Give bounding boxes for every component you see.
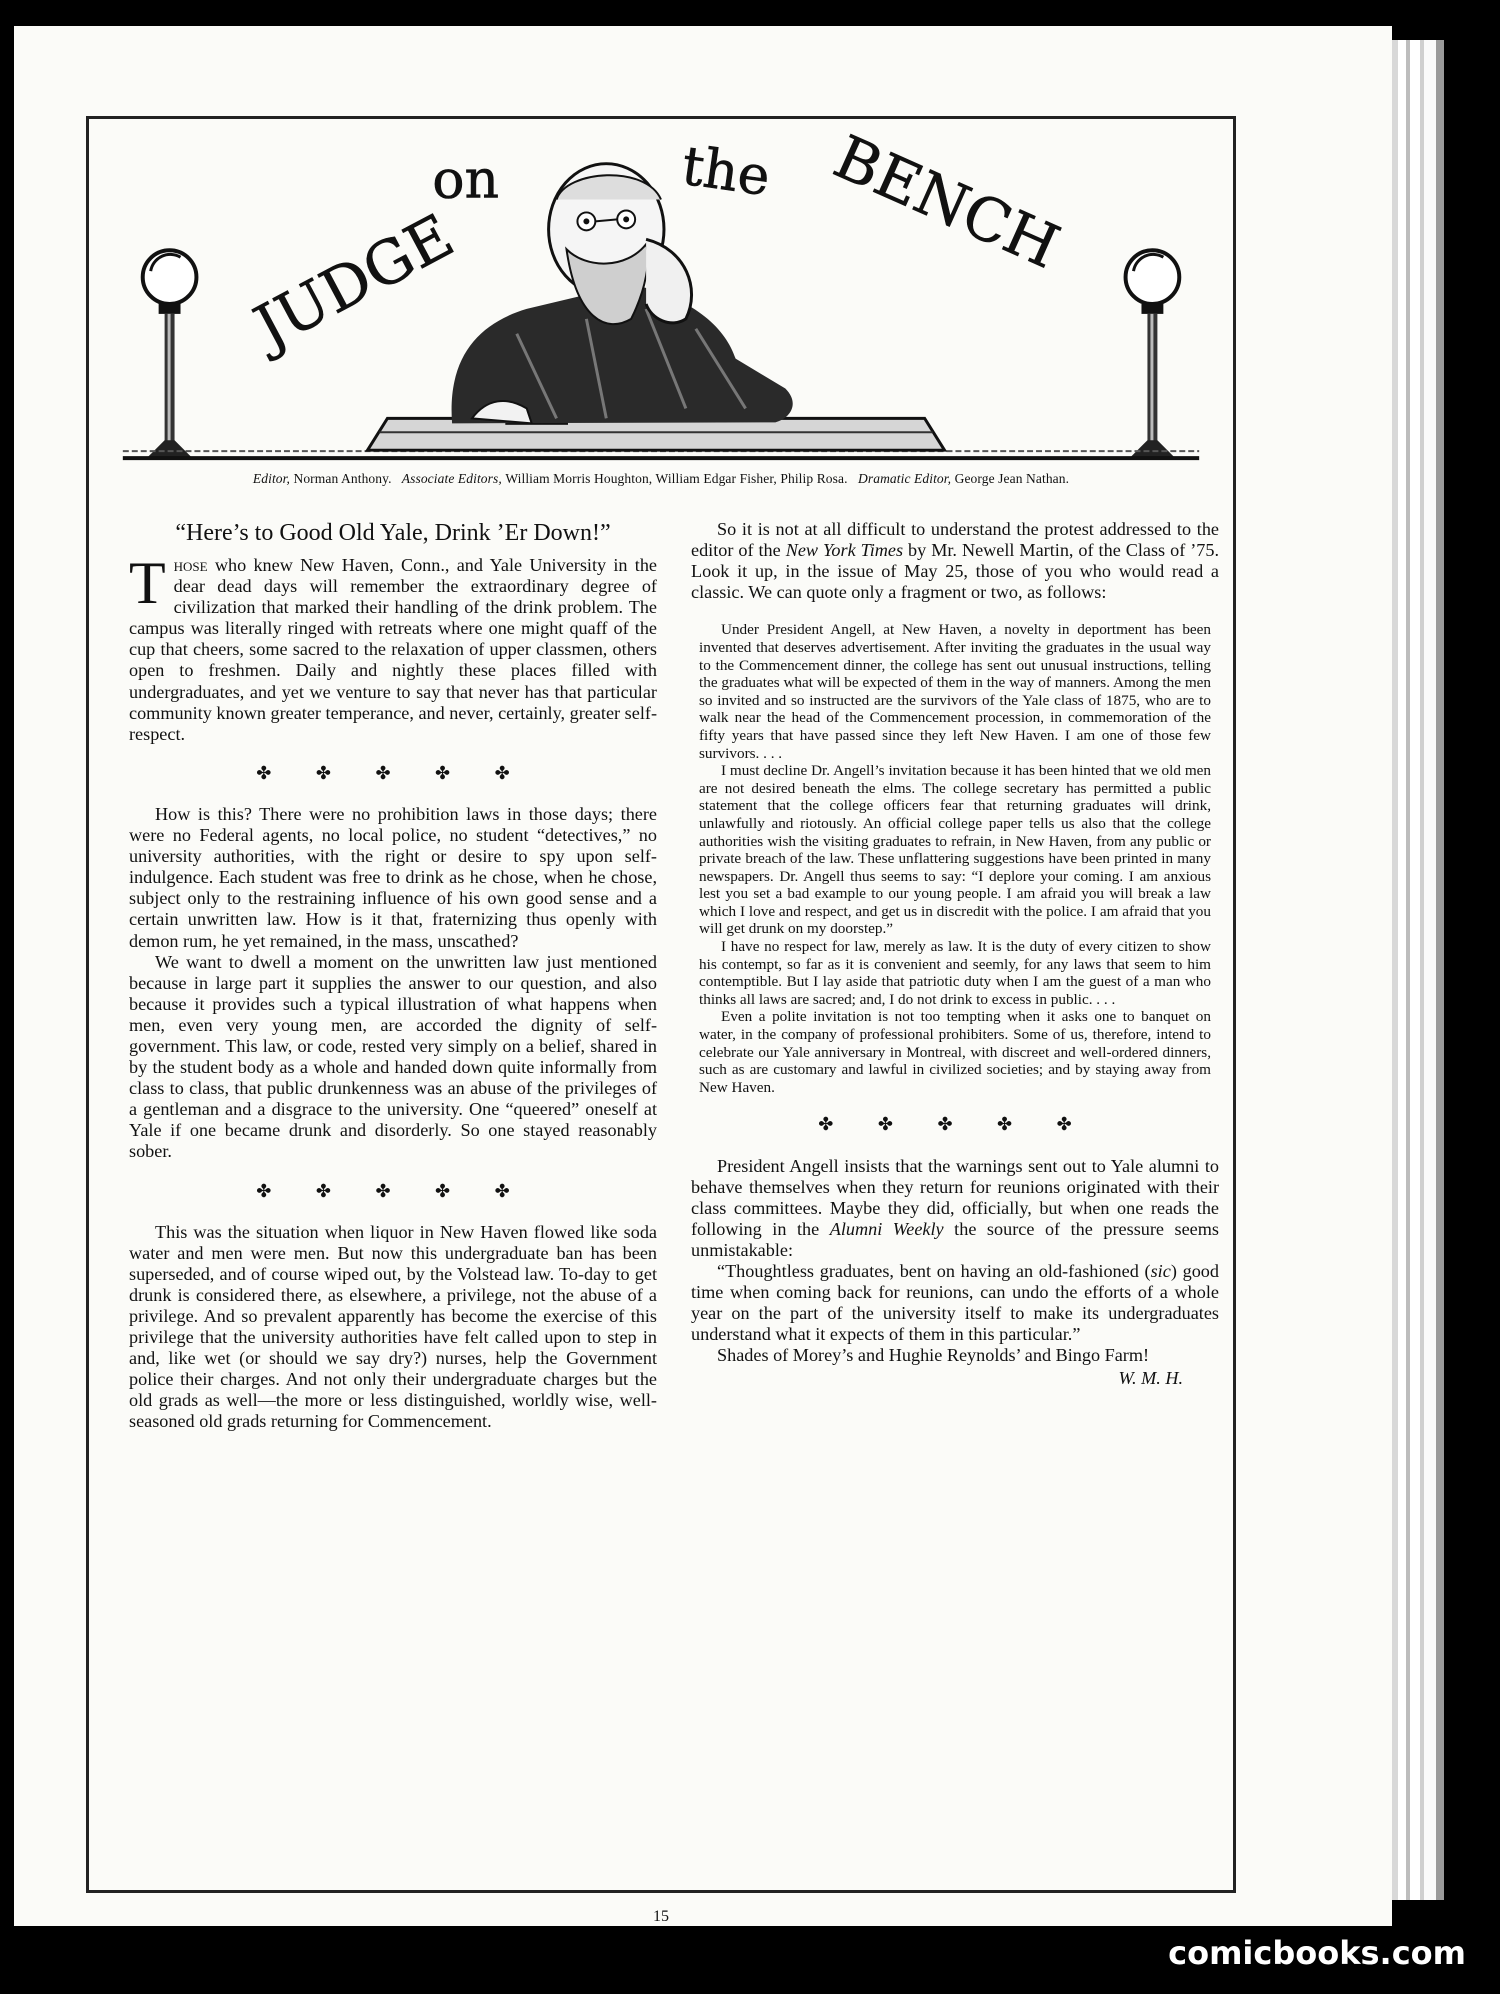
paragraph-2: How is this? There were no prohibition laws in those days; there were no Federal agents, no local police, no student “detectives,” no university authorities, with the right or desire to spy upon self-indulgence. Each student was free to drink as he chose, when he chose, subject only to the restraining influence of his own good sense and a certain unwritten law. How is it that, fraternizing thus openly with demon rum, he yet remained, in the mass, unscathed? (129, 803, 657, 951)
dramatic-label: Dramatic Editor, (858, 471, 952, 486)
quoted-letter (699, 621, 1211, 1096)
paragraph-5 (691, 519, 1219, 603)
editorial-credits (89, 471, 1233, 487)
associates-names: William Morris Houghton, William Edgar Fisher, Philip Rosa. (505, 471, 848, 486)
editor-name: Norman Anthony. (293, 471, 392, 486)
title-word-the: the (678, 133, 775, 209)
left-column (129, 519, 657, 1433)
quote-paragraph-4: Even a polite invitation is not too tempting when it asks one to banquet on water, in the company of professional prohibiters. Some of us, therefore, intend to celebrate our Yale anniversary in Montreal, with discreet and well-ordered dinners, such as are customary and lawful in civilized societies; and by staying away from New Haven. (699, 1008, 1211, 1096)
title-word-bench: BENCH (823, 123, 1069, 283)
paragraph-3: We want to dwell a moment on the unwritten law just mentioned because in large part it supplies the answer to our question, and also because it provides such a typical illustration of what happens when men, even very young men, are accorded the dignity of self-government. This law, or code, rested very simply on a belief, shared in by the student body as a whole and handed down quite informally from class to class, that public drunkenness was an abuse of the privileges of a gentleman and a disgrace to the university. One “queered” oneself at Yale if one became drunk and disorderly. So one stayed reasonably sober. (129, 951, 657, 1162)
paragraph-5-text-b: by Mr. Newell Martin, of the Class of ’75. Look it up, in the issue of May 25, those of you who would read a classic. We can quote only a fragment or two, as follows: (691, 540, 1220, 603)
paragraph-7-text-b: ) good time when coming back for reunions, can undo the efforts of a whole year on the part of the university itself to make its undergraduates understand what it expects of them in this particular.” (691, 1260, 1219, 1345)
masthead-illustration (89, 119, 1233, 471)
quote-paragraph-3: I have no respect for law, merely as law. It is the duty of every citizen to show his contempt, so far as it is convenient and seemly, for any laws that seem to him contemptible. But I lay aside that patriotic duty when I am the guest of a man who thinks all laws are sacred; and, I do not drink to excess in public. . . . (699, 938, 1211, 1008)
sic-note: sic (1150, 1260, 1171, 1281)
section-divider-stars: ✤ ✤ ✤ ✤ ✤ (256, 762, 530, 783)
paragraph-8: Shades of Morey’s and Hughie Reynolds’ and Bingo Farm! (717, 1345, 1150, 1366)
title-word-judge: JUDGE (244, 201, 465, 363)
paragraph-4: This was the situation when liquor in New Haven flowed like soda water and men were men. But now this undergraduate ban has been superseded, and of course wiped out, by the Volstead law. To-day to get drunk is considered there, as elsewhere, a privilege, not the abuse of a privilege. And so prevalent apparently has become the exercise of this privilege that the university authorities have felt called upon to step in and, like wet (or should we say dry?) nurses, help the Government police their charges. And not only their undergraduate charges but the old grads as well—the more or less distinguished, worldly wise, well-seasoned old grads returning for Commencement. (129, 1221, 657, 1432)
lead-small-caps: hose (173, 555, 208, 575)
watermark: comicbooks.com (1168, 1934, 1466, 1972)
paragraph-6 (691, 1156, 1219, 1261)
left-lamp-illustration (143, 250, 197, 458)
editor-label: Editor, (252, 471, 290, 486)
drop-cap: T (129, 550, 166, 616)
content-frame (86, 116, 1236, 1925)
paragraph-7-text-a: “Thoughtless graduates, bent on having an old-fashioned ( (717, 1260, 1151, 1281)
section-divider-stars: ✤ ✤ ✤ ✤ ✤ (818, 1114, 1092, 1135)
right-lamp-illustration (1126, 250, 1180, 458)
quote-paragraph-1: Under President Angell, at New Haven, a novelty in deportment has been invented that deserves advertisement. After inviting the graduates in the usual way to the Commencement dinner, the college has sent out unusual instructions, telling the graduates what will be expected of them in the way of manners. Among the men so invited and so instructed are the survivors of the Yale class of 1875, who are to walk near the head of the Commencement procession, in commemoration of the fifty years that have passed since they left New Haven. I am one of those few survivors. . . . (699, 621, 1211, 762)
article-headline: “Here’s to Good Old Yale, Drink ’Er Down!” (175, 520, 611, 546)
associates-label: Associate Editors, (401, 471, 502, 486)
paragraph-7 (691, 1261, 1219, 1345)
page-edges (1392, 40, 1444, 1900)
newspaper-name: New York Times (785, 540, 904, 561)
dramatic-editor-name: George Jean Nathan. (954, 471, 1070, 486)
quote-paragraph-2: I must decline Dr. Angell’s invitation because it has been hinted that we old men are not desired beneath the elms. The college secretary has permitted a public statement that the college officers fear that returning graduates will drink, unlawfully and riotously. An official college paper tells us also that the college authorities wish the visiting graduates to refrain, in New Haven, from any public or private breach of the law. These unflattering suggestions have been printed in many newspapers. Dr. Angell thus seems to say: “I deplore your coming. I am anxious lest you set a bad example to our young people. I am afraid you will break a law which I love and respect, and get us in discredit with the police. I am afraid that you will get drunk on my doorstep.” (699, 762, 1211, 938)
paragraph-6-text-b: the source of the pressure seems unmistakable: (691, 1218, 1219, 1260)
paragraph-6-text-a: President Angell insists that the warnings sent out to Yale alumni to behave themselves when they return for reunions originated with their class committees. Maybe they did, officially, but when one reads the following in the (691, 1155, 1219, 1239)
section-divider-stars: ✤ ✤ ✤ ✤ ✤ (256, 1180, 530, 1201)
paragraph-5-text-a: So it is not at all difficult to understand the protest addressed to the editor of the (691, 519, 1219, 561)
title-word-on: on (432, 147, 500, 211)
publication-name: Alumni Weekly (829, 1218, 944, 1239)
paragraph-1 (129, 550, 657, 745)
right-column (691, 519, 1219, 1390)
author-signature: W. M. H. (1118, 1368, 1183, 1389)
paragraph-1-text: who knew New Haven, Conn., and Yale University in the dear dead days will remember the extraordinary degree of civilization that marked their handling of the drink problem. The campus was literally ringed with retreats where one might quaff of the cup that cheers, some sacred to the relaxation of upper classmen, others open to freshmen. Daily and nightly these places filled with undergraduates, and yet we venture to say that never has that particular community known greater temperance, and never, certainly, greater self-respect. (129, 555, 657, 744)
page-number: 15 (653, 1908, 669, 1925)
